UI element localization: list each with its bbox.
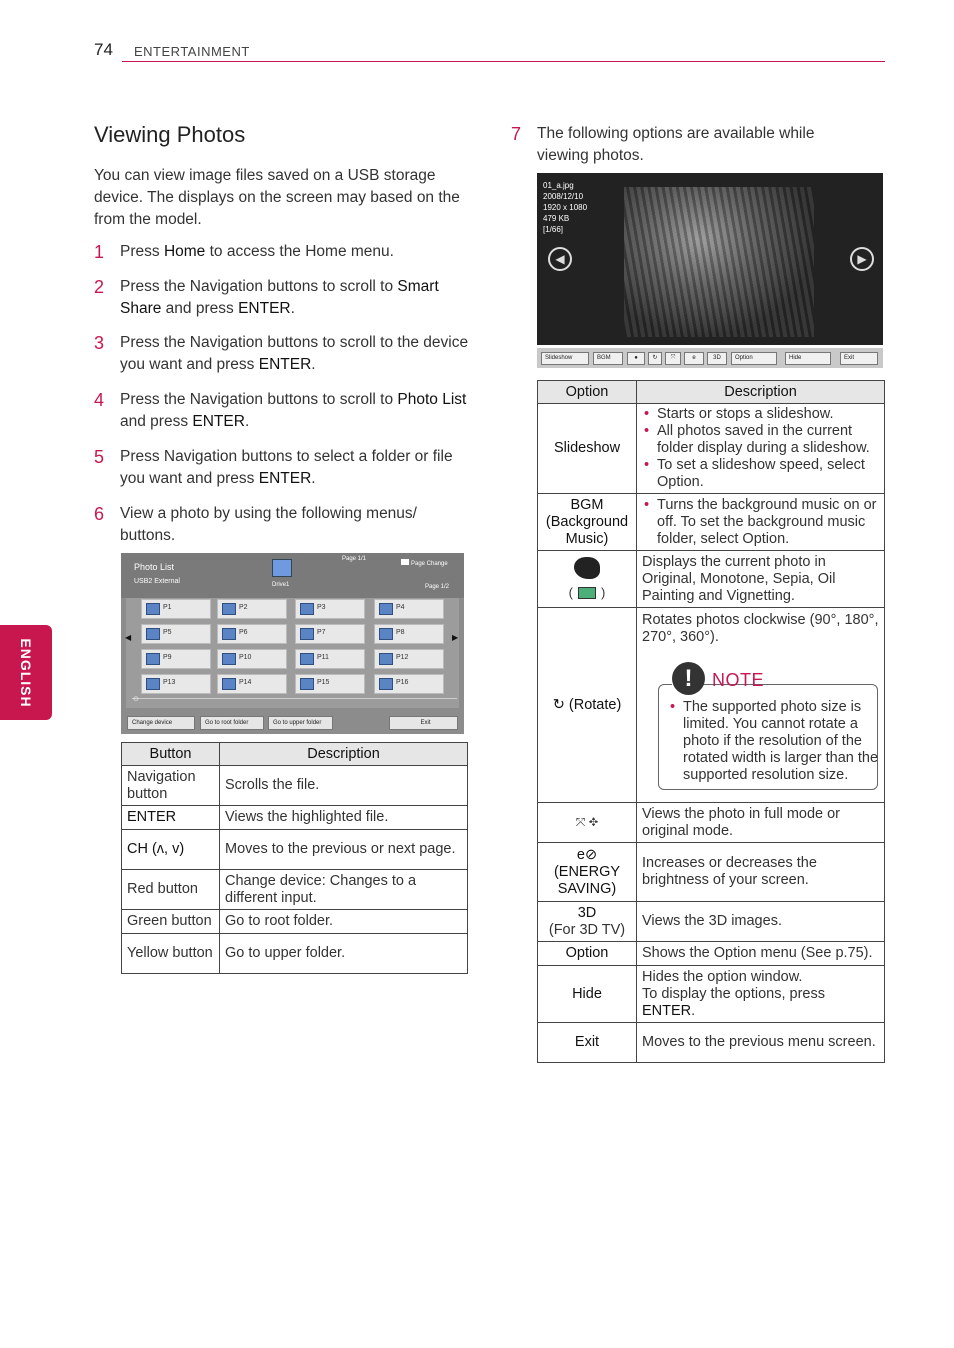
page-indicator-top: Page 1/1 [342, 556, 367, 562]
folder-icon [222, 678, 236, 690]
folder-icon [300, 628, 314, 640]
step-number: 2 [94, 277, 105, 297]
page-number: 74 [94, 40, 113, 59]
step-text: Press the Navigation buttons to scroll to the device you want and press ENTER. [120, 334, 469, 373]
step-text: Press the Navigation buttons to scroll to Photo List and press ENTER. [120, 391, 467, 430]
step-number: 6 [94, 504, 105, 524]
folder-icon [379, 603, 393, 615]
folder-item[interactable]: P6 [217, 624, 287, 644]
table-row-3d: 3D (For 3D TV) Views the 3D images. [538, 902, 885, 942]
picture-icon [578, 587, 596, 599]
table-header: Description [637, 381, 885, 404]
folder-icon [222, 603, 236, 615]
folder-icon [146, 653, 160, 665]
folder-icon [146, 603, 160, 615]
bgm-button[interactable]: BGM [593, 352, 623, 365]
table-row: Red button Change device: Changes to a different input. [122, 870, 468, 910]
3d-icon[interactable]: 3D [707, 352, 727, 365]
note-header [672, 662, 765, 696]
step-text: View a photo by using the following menus/ buttons. [120, 505, 417, 544]
header-divider [122, 61, 885, 62]
photo-mode-icon[interactable]: ● [627, 352, 645, 365]
table-row: ENTER Views the highlighted file. [122, 806, 468, 830]
folder-icon [379, 678, 393, 690]
button-table [121, 742, 468, 974]
exit-button[interactable]: Exit [840, 352, 878, 365]
table-row-slideshow: Slideshow • Starts or stops a slideshow. • All photos saved in the current folder display during a slideshow. • To set a slideshow speed, select Option. [538, 404, 885, 494]
energy-saving-icon[interactable]: e [684, 352, 704, 365]
folder-icon [146, 678, 160, 690]
page-change-hint: Page Change [401, 559, 448, 567]
fullmode-icon[interactable]: ⤧ [665, 352, 681, 365]
folder-icon [146, 628, 160, 640]
hide-button[interactable]: Hide [785, 352, 831, 365]
folder-item[interactable]: P14 [217, 674, 287, 694]
step-text: Press Home to access the Home menu. [120, 243, 394, 260]
folder-icon [300, 678, 314, 690]
table-row: Green button Go to root folder. [122, 910, 468, 934]
section-title: ENTERTAINMENT [134, 44, 250, 59]
folder-item[interactable]: P5 [141, 624, 211, 644]
scroll-indicator-icon: ⊙ [133, 696, 139, 703]
folder-icon [379, 628, 393, 640]
photo-texture [624, 187, 814, 337]
table-header: Option [538, 381, 637, 404]
table-row-option: Option Shows the Option menu (See p.75). [538, 942, 885, 966]
next-page-arrow[interactable]: ▶ [452, 633, 459, 642]
photo-mode-option-icon: ( ) [538, 551, 637, 608]
folder-icon [222, 628, 236, 640]
step-number: 3 [94, 333, 105, 353]
folder-icon [300, 653, 314, 665]
table-row: Navigation button Scrolls the file. [122, 766, 468, 806]
step-text: The following options are available while viewing photos. [537, 125, 815, 164]
table-row-photo-mode: ( ) Displays the current photo in Original, Monotone, Sepia, Oil Painting and Vignetting. [538, 551, 885, 608]
folder-item[interactable]: P4 [374, 599, 444, 619]
intro-paragraph: You can view image files saved on a USB storage device. The displays on the screen may based on the from the model. [94, 167, 460, 228]
table-row-exit: Exit Moves to the previous menu screen. [538, 1023, 885, 1063]
step-number: 1 [94, 242, 105, 262]
folder-item[interactable]: P3 [295, 599, 365, 619]
folder-item[interactable]: P8 [374, 624, 444, 644]
exit-button[interactable]: Exit [389, 716, 458, 730]
exclamation-icon: ! [672, 662, 705, 695]
next-photo-icon[interactable]: ▶ [850, 247, 874, 271]
ch-icon [401, 559, 409, 565]
step-number: 4 [94, 390, 105, 410]
language-tab-label: ENGLISH [18, 637, 34, 708]
drive-label: Drive1 [272, 582, 290, 588]
folder-item[interactable]: P10 [217, 649, 287, 669]
step-text: Press Navigation buttons to select a folder or file you want and press ENTER. [120, 448, 453, 487]
rotate-icon[interactable]: ↻ [648, 352, 662, 365]
folder-item[interactable]: P15 [295, 674, 365, 694]
table-row-hide: Hide Hides the option window. To display the options, press ENTER. [538, 966, 885, 1023]
table-row-bgm: BGM (Background Music) • Turns the background music on or off. To set the background music folder, select Option. [538, 494, 885, 551]
device-name: USB2 External [134, 578, 180, 585]
step-number: 5 [94, 447, 105, 467]
folder-item[interactable]: P13 [141, 674, 211, 694]
note-title: NOTE [712, 670, 765, 690]
folder-icon [300, 603, 314, 615]
fullmode-option-icon: ⤧ ✥ [538, 803, 637, 843]
table-row-rotate: ↻ (Rotate) Rotates photos clockwise (90°, 180°, 270°, 360°). [538, 608, 885, 803]
step-text: Press the Navigation buttons to scroll to Smart Share and press ENTER. [120, 278, 439, 317]
folder-icon [379, 653, 393, 665]
folder-item[interactable]: P16 [374, 674, 444, 694]
folder-icon [222, 653, 236, 665]
drive-icon [272, 559, 292, 577]
go-to-upper-button[interactable]: Go to upper folder [268, 716, 333, 730]
table-row: CH (ʌ, v) Moves to the previous or next page. [122, 830, 468, 870]
photo-info: 01_a.jpg 2008/12/10 1920 x 1080 479 KB [1/66] [543, 181, 588, 234]
page-indicator-bottom: Page 1/2 [425, 584, 450, 590]
table-row: Yellow button Go to upper folder. [122, 934, 468, 974]
go-to-root-button[interactable]: Go to root folder [200, 716, 264, 730]
change-device-button[interactable]: Change device [127, 716, 195, 730]
table-row-fullmode: ⤧ ✥ Views the photo in full mode or original mode. [538, 803, 885, 843]
prev-page-arrow[interactable]: ◀ [125, 633, 132, 642]
energy-saving-option-icon: e⊘ [576, 846, 598, 863]
photo-list-title: Photo List [134, 562, 175, 572]
folder-item[interactable]: P7 [295, 624, 365, 644]
previous-photo-icon[interactable]: ◀ [548, 247, 572, 271]
step-number: 7 [511, 124, 522, 144]
table-header: Description [220, 743, 468, 766]
folder-item[interactable]: P12 [374, 649, 444, 669]
note-text: • The supported photo size is limited. You cannot rotate a photo if the resolution of the rotated width is larger than the supported resolution size. [668, 699, 880, 784]
slideshow-button[interactable]: Slideshow [541, 352, 589, 365]
option-button[interactable]: Option [731, 352, 777, 365]
page-title: Viewing Photos [94, 122, 246, 147]
table-row-energy: e⊘ (ENERGY SAVING) Increases or decreases the brightness of your screen. [538, 843, 885, 902]
folder-item[interactable]: P9 [141, 649, 211, 669]
folder-item[interactable]: P1 [141, 599, 211, 619]
table-header: Button [122, 743, 220, 766]
folder-item[interactable]: P2 [217, 599, 287, 619]
language-tab [0, 625, 52, 720]
folder-item[interactable]: P11 [295, 649, 365, 669]
